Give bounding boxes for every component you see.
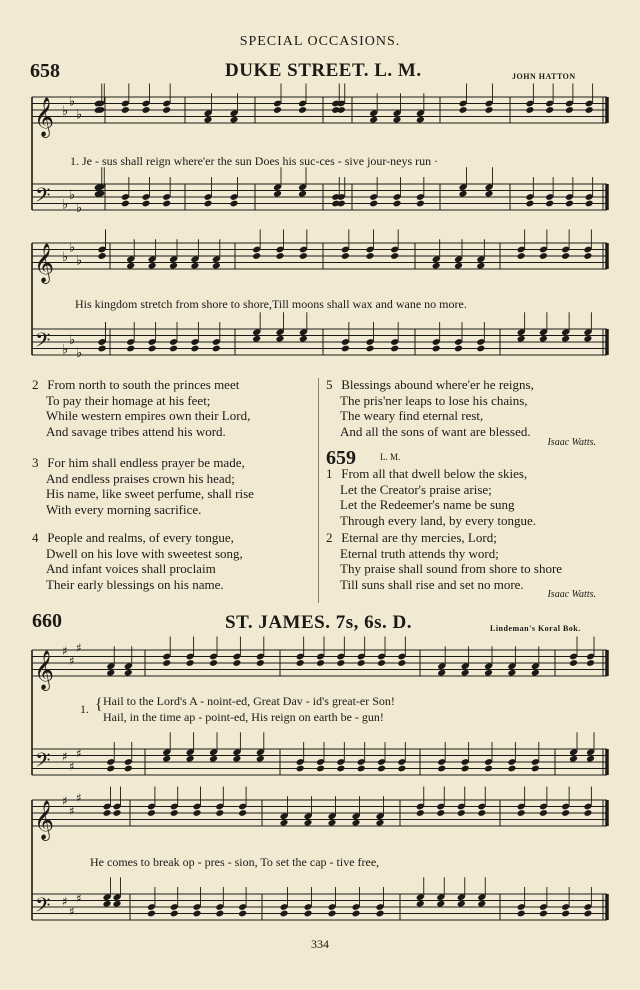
hymn-658-number: 658 bbox=[30, 60, 60, 82]
stanza-line: Their early blessings on his name. bbox=[46, 576, 224, 592]
note-head bbox=[457, 809, 466, 817]
note-head bbox=[193, 910, 202, 918]
bass-clef-icon: 𝄢 bbox=[35, 748, 51, 777]
sharp-icon: ♯ bbox=[62, 794, 68, 808]
stanza-number: 1 bbox=[326, 466, 333, 481]
flat-icon: ♭ bbox=[69, 332, 76, 348]
stanza-line: Eternal are thy mercies, Lord; bbox=[341, 530, 497, 545]
hymn-660-lyric-line-1b: Hail, in the time ap - point-ed, His reign on earth be - gun! bbox=[103, 710, 384, 724]
stanza-line: And all the sons of want are blessed. bbox=[340, 423, 531, 439]
stanza-line: The pris'ner leaps to lose his chains, bbox=[340, 392, 528, 408]
sharp-icon: ♯ bbox=[76, 640, 82, 655]
hymn-660-tune-name: ST. JAMES. bbox=[225, 612, 331, 633]
hymn-659-meter: L. M. bbox=[380, 452, 401, 462]
note-head bbox=[539, 910, 548, 918]
note-head bbox=[416, 809, 425, 817]
stanza-line: And endless praises crown his head; bbox=[46, 470, 235, 486]
note-head bbox=[103, 809, 112, 817]
sharp-icon: ♯ bbox=[76, 746, 82, 761]
stanza-line: Let the Redeemer's name be sung bbox=[340, 497, 515, 512]
note-head bbox=[376, 910, 385, 918]
note-head bbox=[328, 910, 337, 918]
stanza-line: Let the Creator's praise arise; bbox=[340, 481, 492, 497]
note-head bbox=[304, 819, 313, 827]
stanza-line: People and realms, of every tongue, bbox=[47, 530, 234, 545]
flat-icon: ♭ bbox=[76, 107, 83, 123]
stanza-line: From north to south the princes meet bbox=[47, 377, 240, 392]
note-head bbox=[583, 910, 592, 918]
note-head bbox=[170, 809, 179, 817]
note-head bbox=[517, 809, 526, 817]
sharp-icon: ♯ bbox=[62, 894, 68, 909]
note-head bbox=[436, 809, 445, 817]
note-head bbox=[147, 809, 156, 817]
note-head bbox=[561, 809, 570, 817]
note-head bbox=[280, 819, 289, 827]
hymn-659-author: Isaac Watts. bbox=[547, 589, 596, 600]
sharp-icon: ♯ bbox=[62, 749, 68, 764]
treble-clef-icon: 𝄞 bbox=[34, 800, 55, 840]
page-header: SPECIAL OCCASIONS. bbox=[239, 34, 401, 49]
page-number: 334 bbox=[311, 937, 329, 951]
flat-icon: ♭ bbox=[62, 342, 69, 358]
note-head bbox=[436, 900, 445, 908]
note-head bbox=[457, 900, 466, 908]
stanza-line: Till suns shall rise and set no more. bbox=[340, 576, 524, 592]
hymn-658-author: Isaac Watts. bbox=[547, 437, 596, 448]
flat-icon: ♭ bbox=[76, 253, 83, 269]
stanza-line: Blessings abound where'er he reigns, bbox=[341, 377, 534, 392]
flat-icon: ♭ bbox=[69, 94, 76, 110]
hymn-660-lyric-line-2: He comes to break op - pres - sion, To set the cap - tive free, bbox=[90, 855, 380, 869]
hymn-660-number: 660 bbox=[32, 610, 62, 632]
hymn-658-meter: L. M. bbox=[374, 60, 422, 81]
flat-icon: ♭ bbox=[69, 240, 76, 256]
note-head bbox=[103, 900, 112, 908]
note-head bbox=[561, 910, 570, 918]
note-head bbox=[280, 910, 289, 918]
flat-icon: ♭ bbox=[62, 197, 69, 213]
stanza-line: Dwell on his love with sweetest song, bbox=[46, 545, 243, 561]
treble-clef-icon: 𝄞 bbox=[34, 97, 55, 137]
note-head bbox=[113, 900, 122, 908]
note-head bbox=[328, 819, 337, 827]
note-head bbox=[147, 910, 156, 918]
hymn-660-meter-letter: D. bbox=[392, 612, 413, 633]
note-head bbox=[238, 809, 247, 817]
sharp-icon: ♯ bbox=[76, 891, 82, 906]
sharp-icon: ♯ bbox=[76, 790, 82, 805]
stanza-number: 2 bbox=[326, 530, 333, 545]
hymn-658-lyric-line-1: 1. Je - sus shall reign where'er the sun Does his suc-ces - sive jour-neys run · bbox=[70, 154, 439, 168]
hymn-660-meter: 7s, 6s. bbox=[335, 612, 388, 633]
note-head bbox=[304, 910, 313, 918]
stanza-line: With every morning sacrifice. bbox=[46, 501, 202, 517]
note-head bbox=[583, 809, 592, 817]
flat-icon: ♭ bbox=[62, 104, 69, 119]
flat-icon: ♭ bbox=[76, 345, 83, 361]
sharp-icon: ♯ bbox=[69, 759, 75, 774]
note-head bbox=[416, 900, 425, 908]
bass-clef-icon: 𝄢 bbox=[35, 183, 51, 212]
note-head bbox=[215, 809, 224, 817]
note-head bbox=[193, 809, 202, 817]
hymn-659-number: 659 bbox=[326, 447, 356, 469]
treble-clef-icon: 𝄞 bbox=[34, 650, 55, 690]
hymn-660-brace: { bbox=[95, 696, 103, 713]
note-head bbox=[376, 819, 385, 827]
stanza-number: 4 bbox=[32, 530, 39, 545]
note-head bbox=[170, 910, 179, 918]
bass-clef-icon: 𝄢 bbox=[35, 328, 51, 357]
sharp-icon: ♯ bbox=[69, 653, 75, 668]
note-head bbox=[352, 819, 361, 827]
hymn-660-verse-number: 1. bbox=[80, 702, 89, 716]
stanza-number: 3 bbox=[32, 455, 39, 470]
note-head bbox=[477, 900, 486, 908]
stanza-number: 5 bbox=[326, 377, 333, 392]
note-head bbox=[517, 910, 526, 918]
stanza-line: While western empires own their Lord, bbox=[46, 408, 251, 423]
stanza-line: And infant voices shall proclaim bbox=[46, 561, 216, 576]
hymn-658-lyric-line-2: His kingdom stretch from shore to shore,Till moons shall wax and wane no more. bbox=[75, 297, 467, 311]
stanza-line: To pay their homage at his feet; bbox=[46, 392, 211, 408]
note-head bbox=[352, 910, 361, 918]
barline bbox=[603, 800, 607, 920]
stanza-line: From all that dwell below the skies, bbox=[341, 466, 528, 481]
stanza-line: For him shall endless prayer be made, bbox=[47, 455, 245, 470]
stanza-line: His name, like sweet perfume, shall rise bbox=[46, 486, 254, 501]
stanza-line: And savage tribes attend his word. bbox=[46, 423, 226, 439]
hymn-660-lyric-line-1a: Hail to the Lord's A - noint-ed, Great Dav - id's great-er Son! bbox=[103, 694, 395, 708]
flat-icon: ♭ bbox=[76, 200, 83, 216]
stanza-line: Thy praise shall sound from shore to shore bbox=[340, 561, 563, 576]
stanza-number: 2 bbox=[32, 377, 39, 392]
note-head bbox=[215, 910, 224, 918]
note-head bbox=[477, 809, 486, 817]
note-head bbox=[238, 910, 247, 918]
hymn-658-composer: JOHN HATTON bbox=[512, 72, 576, 81]
flat-icon: ♭ bbox=[69, 187, 76, 203]
sharp-icon: ♯ bbox=[69, 803, 75, 818]
note-head bbox=[539, 809, 548, 817]
stanza-line: The weary find eternal rest, bbox=[340, 408, 484, 423]
treble-clef-icon: 𝄞 bbox=[34, 243, 55, 283]
flat-icon: ♭ bbox=[62, 250, 69, 265]
hymn-658-tune-name: DUKE STREET. bbox=[225, 60, 369, 81]
bass-clef-icon: 𝄢 bbox=[35, 893, 51, 922]
sharp-icon: ♯ bbox=[69, 904, 75, 919]
note-head bbox=[113, 809, 122, 817]
sharp-icon: ♯ bbox=[62, 644, 68, 658]
stanza-line: Eternal truth attends thy word; bbox=[340, 545, 499, 561]
hymn-660-composer: Lindeman's Koral Bok. bbox=[490, 624, 581, 633]
stanza-line: Through every land, by every tongue. bbox=[340, 512, 537, 528]
